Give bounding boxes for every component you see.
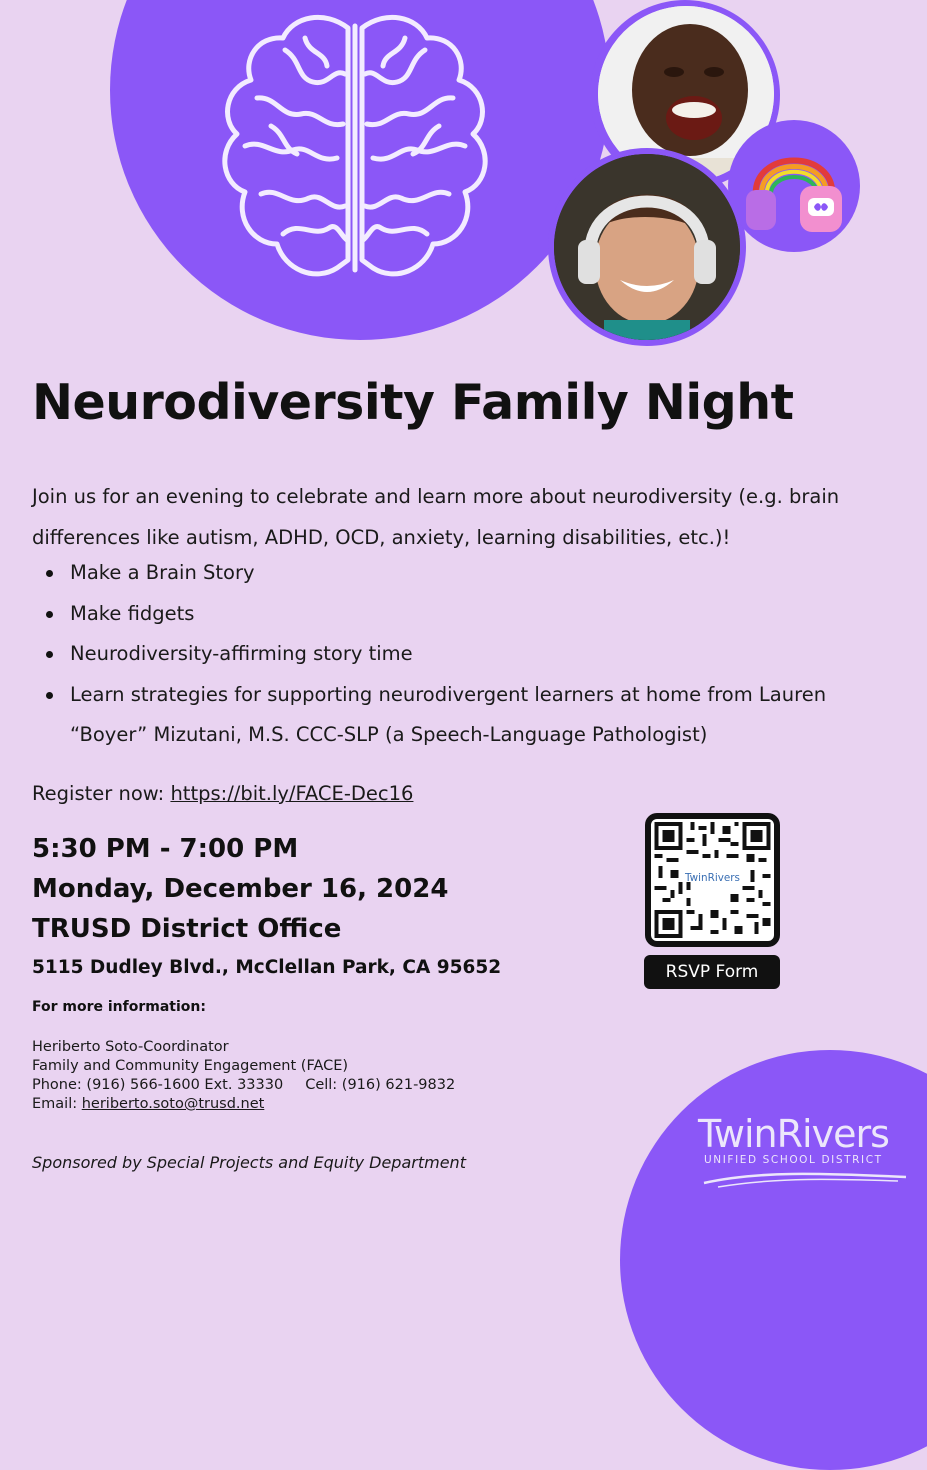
bullet-icon bbox=[46, 692, 53, 699]
teen-with-headphones-photo bbox=[554, 154, 740, 340]
contact-name: Heriberto Soto-Coordinator bbox=[32, 1039, 229, 1055]
list-item-text: Learn strategies for supporting neurodivergent learners at home from Lauren “Boyer” Mizutani, M.S. CCC-SLP (a Speech-Language Pathologist) bbox=[70, 682, 827, 746]
contact-email-label: Email: bbox=[32, 1096, 78, 1112]
contact-email-line bbox=[32, 1095, 455, 1114]
sponsor-note: Sponsored by Special Projects and Equity Department bbox=[32, 1153, 466, 1172]
contact-phones bbox=[32, 1076, 455, 1095]
list-item-text: Make a Brain Story bbox=[70, 561, 255, 584]
register-label: Register now: bbox=[32, 782, 165, 805]
bullet-icon bbox=[46, 651, 53, 658]
rainbow-headphones-icon bbox=[740, 128, 848, 238]
event-venue: TRUSD District Office bbox=[32, 914, 342, 944]
list-item bbox=[40, 594, 900, 635]
logo-name: TwinRivers bbox=[698, 1112, 889, 1156]
rsvp-form-button[interactable]: RSVP Form bbox=[644, 955, 780, 989]
qr-code-icon[interactable] bbox=[654, 822, 771, 938]
event-title: Neurodiversity Family Night bbox=[32, 374, 794, 431]
river-swoosh-icon bbox=[698, 1167, 913, 1189]
event-intro: Join us for an evening to celebrate and learn more about neurodiversity (e.g. brain differences like autism, ADHD, OCD, anxiety, learning disabilities, etc.)! bbox=[32, 485, 840, 549]
list-item bbox=[40, 553, 900, 594]
list-item bbox=[40, 675, 900, 756]
contact-cell: Cell: (916) 621-9832 bbox=[305, 1077, 456, 1093]
contact-block bbox=[32, 1038, 455, 1114]
bullet-icon bbox=[46, 570, 53, 577]
contact-department: Family and Community Engagement (FACE) bbox=[32, 1058, 349, 1074]
register-line bbox=[32, 782, 413, 805]
list-item-text: Make fidgets bbox=[70, 601, 195, 625]
register-link[interactable]: https://bit.ly/FACE-Dec16 bbox=[170, 782, 414, 805]
list-item bbox=[40, 634, 900, 675]
event-address: 5115 Dudley Blvd., McClellan Park, CA 95652 bbox=[32, 957, 502, 978]
activity-list bbox=[40, 553, 900, 756]
list-item-text: Neurodiversity-affirming story time bbox=[70, 642, 413, 665]
more-info-heading: For more information: bbox=[32, 999, 206, 1015]
bullet-icon bbox=[46, 611, 53, 618]
event-date: Monday, December 16, 2024 bbox=[32, 874, 449, 904]
brain-outline-icon bbox=[205, 8, 505, 308]
logo-subtitle: UNIFIED SCHOOL DISTRICT bbox=[704, 1154, 883, 1166]
qr-center-logo: TwinRivers bbox=[685, 872, 740, 885]
contact-phone: Phone: (916) 566-1600 Ext. 33330 bbox=[32, 1077, 284, 1093]
twinrivers-logo bbox=[698, 1112, 913, 1192]
contact-email-link[interactable]: heriberto.soto@trusd.net bbox=[81, 1096, 265, 1112]
event-time: 5:30 PM - 7:00 PM bbox=[32, 834, 299, 864]
